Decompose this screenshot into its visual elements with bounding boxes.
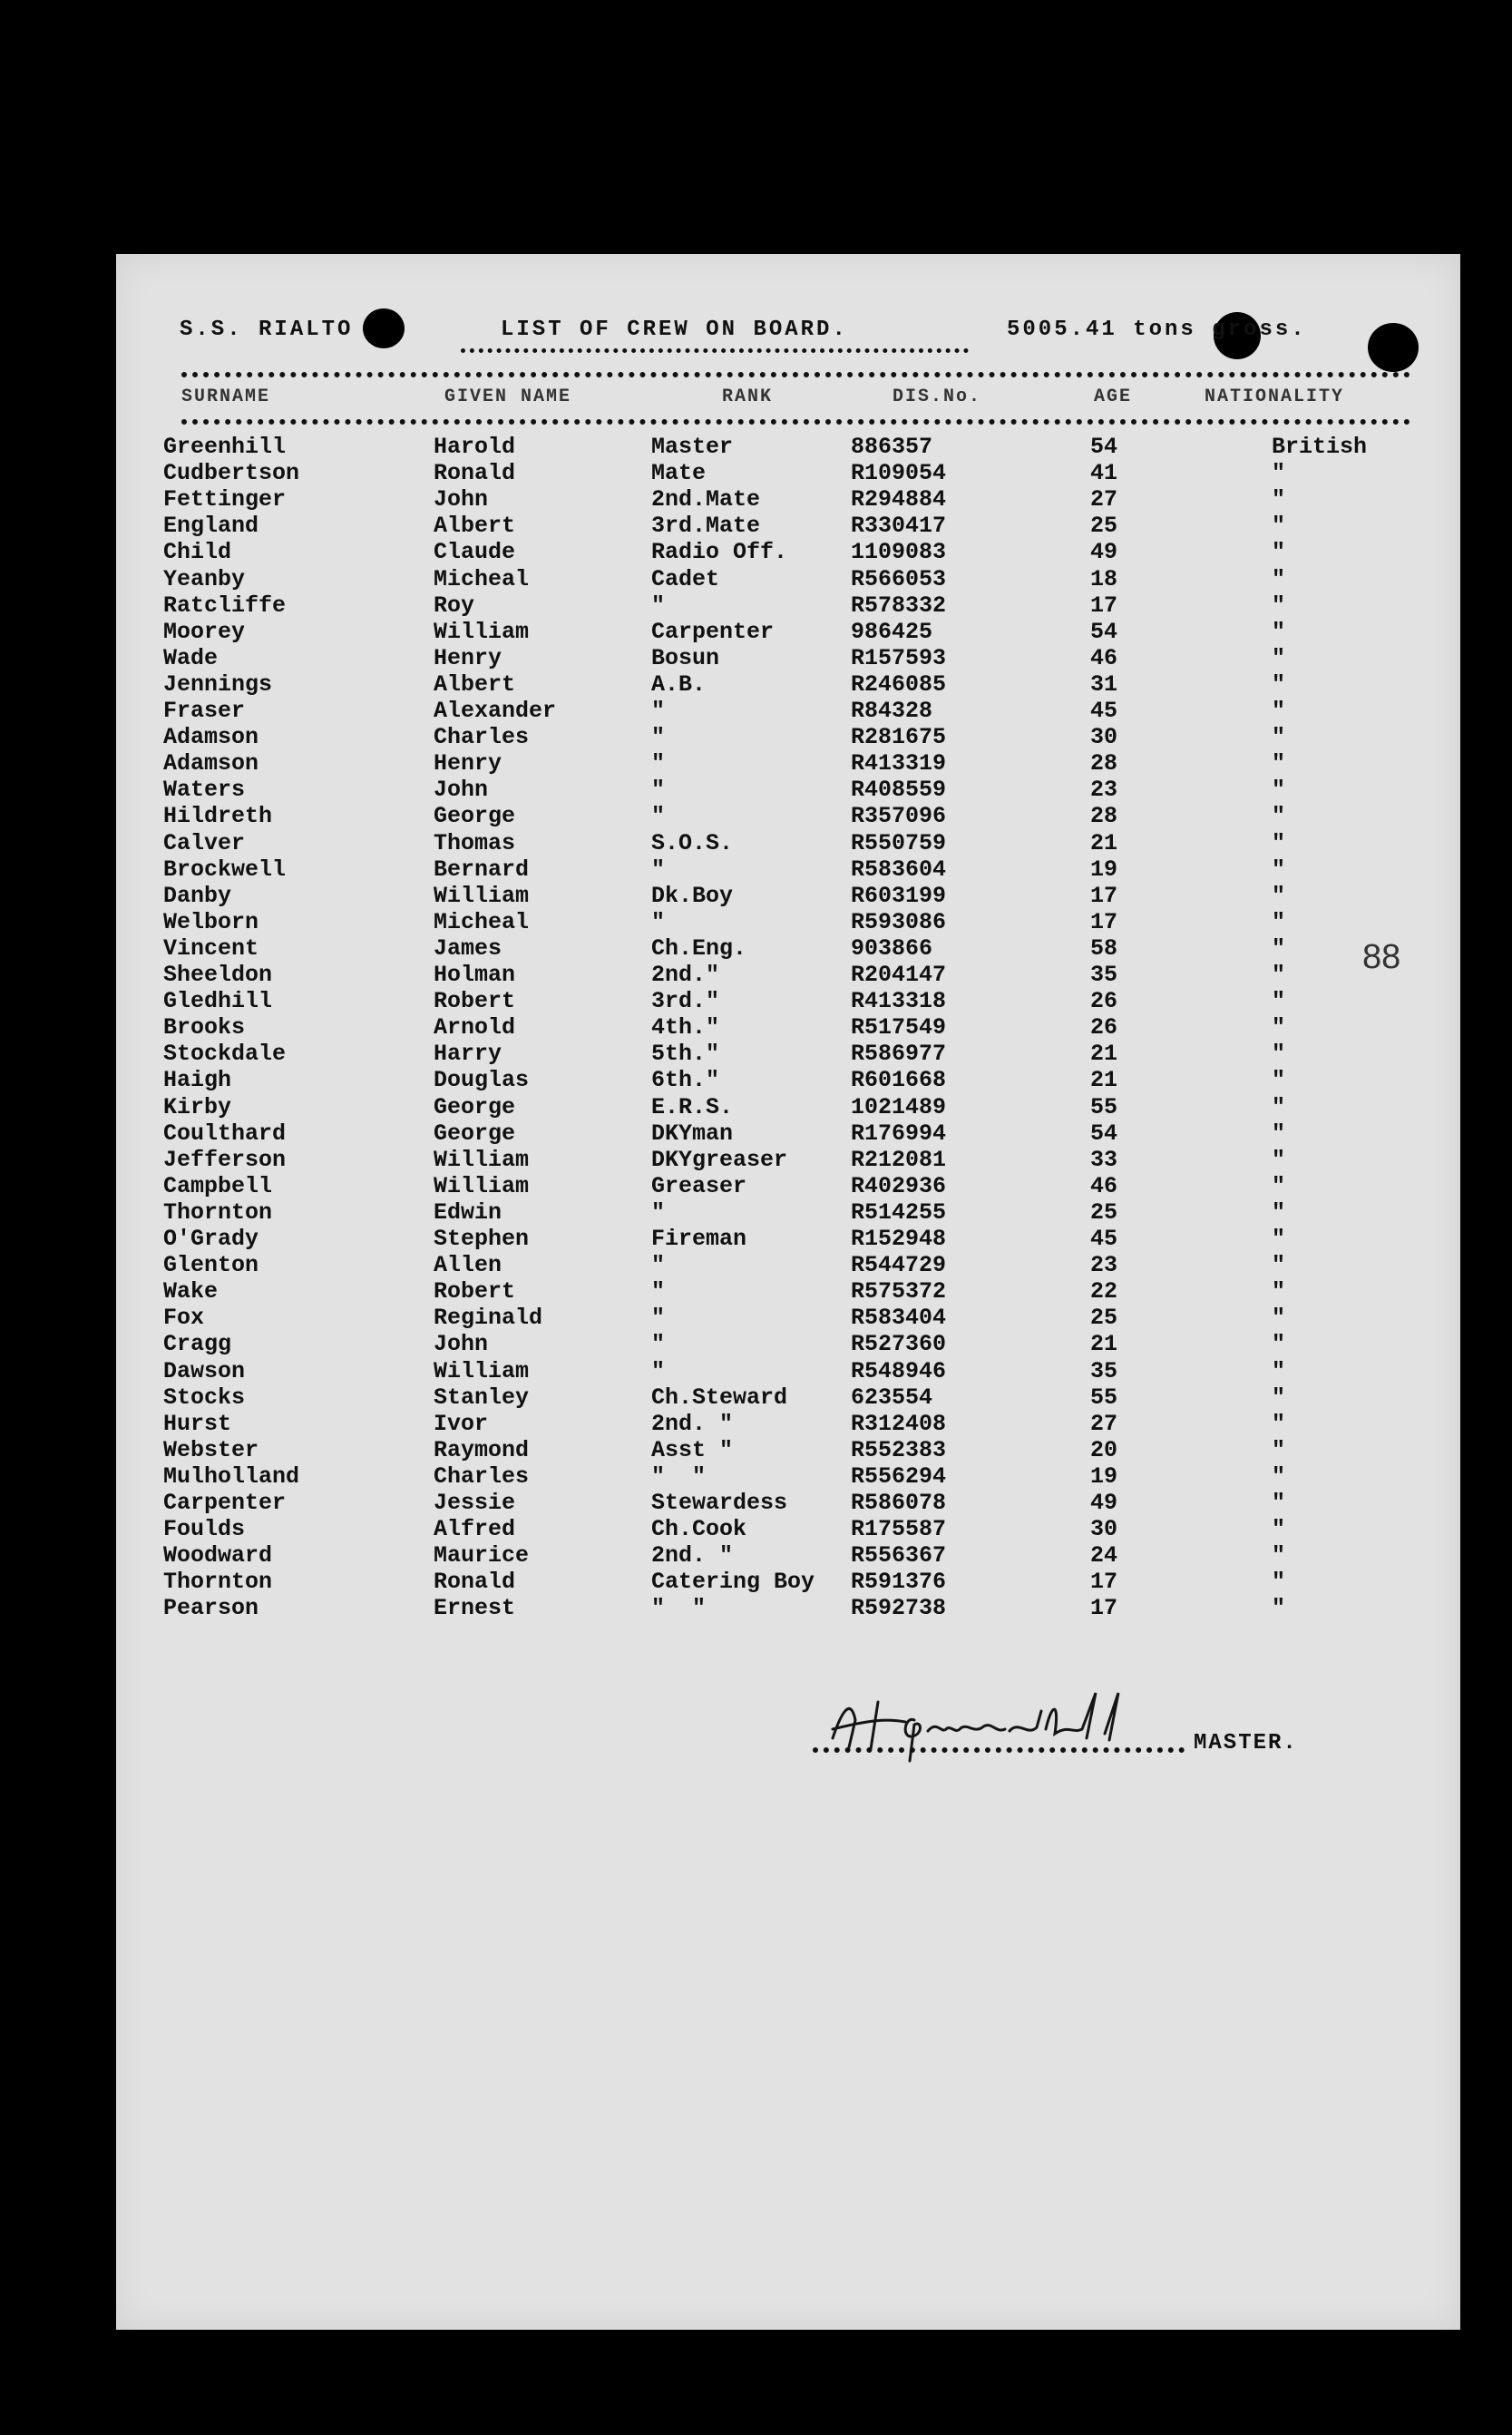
age-cell: 35 xyxy=(1090,962,1118,988)
nationality-cell: " xyxy=(1272,1172,1286,1199)
dis-no-cell: 1021489 xyxy=(851,1093,947,1120)
given-name-cell: Charles xyxy=(434,1462,530,1490)
surname-cell: Hildreth xyxy=(163,803,273,830)
dis-no-cell: R552383 xyxy=(851,1436,947,1463)
age-cell: 26 xyxy=(1090,988,1118,1015)
rank-cell: A.B. xyxy=(651,670,707,698)
dis-no-cell: R556367 xyxy=(851,1542,947,1570)
given-name-cell: Thomas xyxy=(434,829,516,856)
given-name-cell: Albert xyxy=(434,670,516,698)
surname-cell: Mulholland xyxy=(163,1462,300,1490)
surname-cell: Fettinger xyxy=(163,486,287,513)
dis-no-cell: R550759 xyxy=(851,829,947,856)
nationality-cell: " xyxy=(1272,908,1286,935)
rank-cell: 6th." xyxy=(651,1067,720,1094)
title-underline xyxy=(461,348,969,353)
given-name-cell: George xyxy=(434,1093,516,1120)
rank-cell: " xyxy=(651,1305,666,1332)
given-name-cell: George xyxy=(434,803,516,830)
surname-cell: O'Grady xyxy=(163,1226,259,1252)
surname-cell: Wade xyxy=(163,644,219,671)
nationality-cell: " xyxy=(1272,988,1286,1015)
dis-no-cell: R84328 xyxy=(851,698,933,724)
nationality-cell: " xyxy=(1272,1331,1286,1358)
nationality-cell: " xyxy=(1272,644,1286,671)
rank-cell: " xyxy=(651,803,666,830)
given-name-cell: Raymond xyxy=(434,1436,530,1463)
age-cell: 21 xyxy=(1090,1067,1118,1094)
nationality-cell: " xyxy=(1272,1542,1286,1570)
rank-cell: Ch.Cook xyxy=(651,1516,747,1543)
nationality-cell: " xyxy=(1272,1384,1286,1411)
given-name-cell: Bernard xyxy=(434,856,530,883)
nationality-cell: " xyxy=(1272,934,1286,962)
nationality-cell: " xyxy=(1272,1516,1286,1543)
rank-cell: Radio Off. xyxy=(651,539,788,566)
rank-cell: S.O.S. xyxy=(651,829,734,856)
rank-cell: " xyxy=(651,777,666,804)
nationality-cell: " xyxy=(1272,1305,1286,1332)
surname-cell: Campbell xyxy=(163,1172,273,1199)
rank-cell: 2nd.Mate xyxy=(651,486,761,513)
document-title: LIST OF CREW ON BOARD. xyxy=(501,318,848,342)
age-cell: 23 xyxy=(1090,777,1118,804)
nationality-cell: " xyxy=(1272,460,1286,487)
rank-cell: " xyxy=(651,698,666,724)
dis-no-cell: R548946 xyxy=(851,1357,947,1384)
dis-no-cell: 1109083 xyxy=(851,539,947,566)
dis-no-cell: R575372 xyxy=(851,1278,947,1306)
tonnage: 5005.41 tons gross. xyxy=(1007,318,1307,342)
surname-cell: Stocks xyxy=(163,1384,246,1411)
col-rank: RANK xyxy=(722,386,774,407)
age-cell: 22 xyxy=(1090,1278,1118,1306)
age-cell: 54 xyxy=(1090,434,1118,460)
dis-no-cell: R152948 xyxy=(851,1226,947,1252)
nationality-cell: " xyxy=(1272,539,1286,566)
surname-cell: Wake xyxy=(163,1278,219,1306)
signature-line xyxy=(813,1747,1185,1753)
dis-no-cell: R212081 xyxy=(851,1146,947,1173)
given-name-cell: Holman xyxy=(434,962,516,988)
handwritten-signature xyxy=(815,1684,1168,1765)
nationality-cell: " xyxy=(1272,1462,1286,1490)
age-cell: 55 xyxy=(1090,1384,1118,1411)
age-cell: 25 xyxy=(1090,1198,1118,1226)
surname-cell: Cudbertson xyxy=(163,460,300,487)
age-cell: 17 xyxy=(1090,592,1118,619)
nationality-cell: " xyxy=(1272,1252,1286,1279)
dis-no-cell: R586977 xyxy=(851,1041,947,1068)
rank-cell: Cadet xyxy=(651,565,720,592)
age-cell: 23 xyxy=(1090,1252,1118,1279)
age-cell: 28 xyxy=(1090,803,1118,830)
dis-no-cell: R591376 xyxy=(851,1569,947,1596)
dis-no-cell: R294884 xyxy=(851,486,947,513)
dis-no-cell: R176994 xyxy=(851,1120,947,1147)
dis-no-cell: R583604 xyxy=(851,856,947,883)
rank-cell: " " xyxy=(651,1462,707,1490)
nationality-cell: " xyxy=(1272,856,1286,883)
dis-no-cell: R204147 xyxy=(851,962,947,988)
given-name-cell: George xyxy=(434,1120,516,1147)
age-cell: 41 xyxy=(1090,460,1118,487)
col-given-name: GIVEN NAME xyxy=(444,386,572,407)
rank-cell: 2nd. " xyxy=(651,1542,734,1570)
age-cell: 49 xyxy=(1090,1490,1118,1516)
dis-no-cell: R109054 xyxy=(851,460,947,487)
given-name-cell: Alfred xyxy=(434,1516,516,1543)
surname-cell: Danby xyxy=(163,882,232,909)
age-cell: 30 xyxy=(1090,1516,1118,1543)
age-cell: 26 xyxy=(1090,1014,1118,1041)
divider-header xyxy=(181,419,1410,425)
dis-no-cell: 903866 xyxy=(851,934,933,962)
surname-cell: Haigh xyxy=(163,1067,232,1094)
rank-cell: Ch.Eng. xyxy=(651,934,747,962)
nationality-cell: " xyxy=(1272,829,1286,856)
surname-cell: Coulthard xyxy=(163,1120,287,1147)
age-cell: 21 xyxy=(1090,1041,1118,1068)
rank-cell: " xyxy=(651,750,666,777)
age-cell: 46 xyxy=(1090,1172,1118,1199)
given-name-cell: Robert xyxy=(434,988,516,1015)
dis-no-cell: 986425 xyxy=(851,618,933,645)
surname-cell: Webster xyxy=(163,1436,259,1463)
surname-cell: Brooks xyxy=(163,1014,246,1041)
given-name-cell: Micheal xyxy=(434,908,530,935)
given-name-cell: Reginald xyxy=(434,1305,543,1332)
surname-cell: Welborn xyxy=(163,908,259,935)
surname-cell: Brockwell xyxy=(163,856,287,883)
given-name-cell: Ivor xyxy=(434,1410,489,1437)
nationality-cell: " xyxy=(1272,1014,1286,1041)
given-name-cell: Allen xyxy=(434,1252,502,1279)
nationality-cell: " xyxy=(1272,962,1286,988)
given-name-cell: Henry xyxy=(434,644,502,671)
nationality-cell: " xyxy=(1272,565,1286,592)
rank-cell: " xyxy=(651,908,666,935)
rank-cell: Ch.Steward xyxy=(651,1384,788,1411)
nationality-cell: " xyxy=(1272,1410,1286,1437)
dis-no-cell: R601668 xyxy=(851,1067,947,1094)
dis-no-cell: R593086 xyxy=(851,908,947,935)
dis-no-cell: R603199 xyxy=(851,882,947,909)
given-name-cell: Harry xyxy=(434,1041,502,1068)
nationality-cell: " xyxy=(1272,1120,1286,1147)
given-name-cell: Harold xyxy=(434,434,516,460)
age-cell: 25 xyxy=(1090,1305,1118,1332)
surname-cell: Waters xyxy=(163,777,246,804)
nationality-cell: " xyxy=(1272,486,1286,513)
rank-cell: 2nd." xyxy=(651,962,720,988)
age-cell: 28 xyxy=(1090,750,1118,777)
dis-no-cell: R586078 xyxy=(851,1490,947,1516)
rank-cell: 5th." xyxy=(651,1041,720,1068)
given-name-cell: James xyxy=(434,934,502,962)
rank-cell: " xyxy=(651,1278,666,1306)
rank-cell: DKYman xyxy=(651,1120,734,1147)
dis-no-cell: R281675 xyxy=(851,724,947,751)
age-cell: 17 xyxy=(1090,908,1118,935)
dis-no-cell: R357096 xyxy=(851,803,947,830)
rank-cell: " xyxy=(651,724,666,751)
nationality-cell: " xyxy=(1272,1357,1286,1384)
surname-cell: Yeanby xyxy=(163,565,246,592)
given-name-cell: Alexander xyxy=(434,698,557,724)
rank-cell: " " xyxy=(651,1595,707,1622)
age-cell: 58 xyxy=(1090,934,1118,962)
nationality-cell: " xyxy=(1272,670,1286,698)
signature-role: MASTER. xyxy=(1194,1731,1298,1755)
surname-cell: Thornton xyxy=(163,1569,273,1596)
nationality-cell: " xyxy=(1272,882,1286,909)
given-name-cell: William xyxy=(434,618,530,645)
nationality-cell: " xyxy=(1272,1146,1286,1173)
rank-cell: Mate xyxy=(651,460,707,487)
rank-cell: " xyxy=(651,1331,666,1358)
rank-cell: Asst " xyxy=(651,1436,734,1463)
surname-cell: Gledhill xyxy=(163,988,273,1015)
age-cell: 17 xyxy=(1090,1569,1118,1596)
age-cell: 21 xyxy=(1090,829,1118,856)
surname-cell: Cragg xyxy=(163,1331,232,1358)
dis-no-cell: 886357 xyxy=(851,434,933,460)
surname-cell: Thornton xyxy=(163,1198,273,1226)
nationality-cell: " xyxy=(1272,1278,1286,1306)
surname-cell: Jefferson xyxy=(163,1146,287,1173)
rank-cell: E.R.S. xyxy=(651,1093,734,1120)
surname-cell: Adamson xyxy=(163,750,259,777)
dis-no-cell: R330417 xyxy=(851,513,947,540)
surname-cell: Fraser xyxy=(163,698,246,724)
given-name-cell: Jessie xyxy=(434,1490,516,1516)
given-name-cell: Robert xyxy=(434,1278,516,1306)
surname-cell: Calver xyxy=(163,829,246,856)
given-name-cell: Stanley xyxy=(434,1384,530,1411)
nationality-cell: " xyxy=(1272,803,1286,830)
dis-no-cell: R157593 xyxy=(851,644,947,671)
age-cell: 46 xyxy=(1090,644,1118,671)
surname-cell: Vincent xyxy=(163,934,259,962)
surname-cell: Sheeldon xyxy=(163,962,273,988)
surname-cell: Glenton xyxy=(163,1252,259,1279)
given-name-cell: Stephen xyxy=(434,1226,530,1252)
age-cell: 35 xyxy=(1090,1357,1118,1384)
document-page xyxy=(116,254,1460,2330)
surname-cell: Moorey xyxy=(163,618,246,645)
nationality-cell: " xyxy=(1272,1198,1286,1226)
dis-no-cell: R578332 xyxy=(851,592,947,619)
rank-cell: " xyxy=(651,592,666,619)
age-cell: 17 xyxy=(1090,1595,1118,1622)
rank-cell: 4th." xyxy=(651,1014,720,1041)
ship-name: S.S. RIALTO xyxy=(180,318,354,342)
rank-cell: Stewardess xyxy=(651,1490,788,1516)
surname-cell: Ratcliffe xyxy=(163,592,287,619)
nationality-cell: " xyxy=(1272,513,1286,540)
page-number: 88 xyxy=(1362,938,1401,976)
col-age: AGE xyxy=(1094,386,1133,407)
age-cell: 24 xyxy=(1090,1542,1118,1570)
dis-no-cell: R408559 xyxy=(851,777,947,804)
given-name-cell: Arnold xyxy=(434,1014,516,1041)
rank-cell: " xyxy=(651,856,666,883)
dis-no-cell: R592738 xyxy=(851,1595,947,1622)
age-cell: 27 xyxy=(1090,486,1118,513)
age-cell: 30 xyxy=(1090,724,1118,751)
dis-no-cell: 623554 xyxy=(851,1384,933,1411)
given-name-cell: William xyxy=(434,1357,530,1384)
given-name-cell: John xyxy=(434,1331,489,1358)
given-name-cell: Maurice xyxy=(434,1542,530,1570)
given-name-cell: Henry xyxy=(434,750,502,777)
nationality-cell: " xyxy=(1272,1226,1286,1252)
age-cell: 19 xyxy=(1090,1462,1118,1490)
nationality-cell: " xyxy=(1272,1041,1286,1068)
rank-cell: Master xyxy=(651,434,734,460)
given-name-cell: Albert xyxy=(434,513,516,540)
age-cell: 54 xyxy=(1090,618,1118,645)
age-cell: 17 xyxy=(1090,882,1118,909)
col-surname: SURNAME xyxy=(181,386,271,407)
nationality-cell: " xyxy=(1272,1569,1286,1596)
nationality-cell: " xyxy=(1272,1436,1286,1463)
age-cell: 55 xyxy=(1090,1093,1118,1120)
rank-cell: " xyxy=(651,1198,666,1226)
surname-cell: Dawson xyxy=(163,1357,246,1384)
nationality-cell: " xyxy=(1272,698,1286,724)
given-name-cell: Ernest xyxy=(434,1595,516,1622)
surname-cell: Stockdale xyxy=(163,1041,287,1068)
surname-cell: Carpenter xyxy=(163,1490,287,1516)
dis-no-cell: R514255 xyxy=(851,1198,947,1226)
divider-top xyxy=(181,372,1410,377)
nationality-cell: " xyxy=(1272,1595,1286,1622)
given-name-cell: William xyxy=(434,1146,530,1173)
surname-cell: England xyxy=(163,513,259,540)
age-cell: 45 xyxy=(1090,698,1118,724)
age-cell: 49 xyxy=(1090,539,1118,566)
surname-cell: Pearson xyxy=(163,1595,259,1622)
dis-no-cell: R556294 xyxy=(851,1462,947,1490)
dis-no-cell: R583404 xyxy=(851,1305,947,1332)
surname-cell: Hurst xyxy=(163,1410,232,1437)
age-cell: 27 xyxy=(1090,1410,1118,1437)
rank-cell: Carpenter xyxy=(651,618,775,645)
nationality-cell: " xyxy=(1272,618,1286,645)
surname-cell: Adamson xyxy=(163,724,259,751)
punch-hole xyxy=(363,308,405,348)
age-cell: 54 xyxy=(1090,1120,1118,1147)
age-cell: 33 xyxy=(1090,1146,1118,1173)
dis-no-cell: R527360 xyxy=(851,1331,947,1358)
given-name-cell: Roy xyxy=(434,592,475,619)
given-name-cell: William xyxy=(434,882,530,909)
surname-cell: Woodward xyxy=(163,1542,273,1570)
surname-cell: Fox xyxy=(163,1305,205,1332)
given-name-cell: Charles xyxy=(434,724,530,751)
age-cell: 18 xyxy=(1090,565,1118,592)
rank-cell: 2nd. " xyxy=(651,1410,734,1437)
given-name-cell: Edwin xyxy=(434,1198,502,1226)
surname-cell: Jennings xyxy=(163,670,273,698)
age-cell: 45 xyxy=(1090,1226,1118,1252)
surname-cell: Greenhill xyxy=(163,434,287,460)
nationality-cell: " xyxy=(1272,1093,1286,1120)
given-name-cell: John xyxy=(434,486,489,513)
dis-no-cell: R413318 xyxy=(851,988,947,1015)
surname-cell: Foulds xyxy=(163,1516,246,1543)
nationality-cell: " xyxy=(1272,1490,1286,1516)
surname-cell: Kirby xyxy=(163,1093,232,1120)
rank-cell: Catering Boy xyxy=(651,1569,815,1596)
rank-cell: Dk.Boy xyxy=(651,882,734,909)
age-cell: 19 xyxy=(1090,856,1118,883)
age-cell: 21 xyxy=(1090,1331,1118,1358)
nationality-cell: " xyxy=(1272,1067,1286,1094)
surname-cell: Child xyxy=(163,539,232,566)
rank-cell: " xyxy=(651,1252,666,1279)
nationality-cell: " xyxy=(1272,777,1286,804)
nationality-cell: " xyxy=(1272,724,1286,751)
dis-no-cell: R413319 xyxy=(851,750,947,777)
dis-no-cell: R566053 xyxy=(851,565,947,592)
col-nationality: NATIONALITY xyxy=(1205,386,1345,407)
nationality-cell: " xyxy=(1272,592,1286,619)
rank-cell: " xyxy=(651,1357,666,1384)
age-cell: 25 xyxy=(1090,513,1118,540)
rank-cell: Greaser xyxy=(651,1172,747,1199)
age-cell: 20 xyxy=(1090,1436,1118,1463)
rank-cell: 3rd.Mate xyxy=(651,513,761,540)
rank-cell: DKYgreaser xyxy=(651,1146,788,1173)
rank-cell: Bosun xyxy=(651,644,720,671)
given-name-cell: Micheal xyxy=(434,565,530,592)
punch-hole xyxy=(1368,323,1419,372)
dis-no-cell: R312408 xyxy=(851,1410,947,1437)
given-name-cell: William xyxy=(434,1172,530,1199)
dis-no-cell: R175587 xyxy=(851,1516,947,1543)
rank-cell: 3rd." xyxy=(651,988,720,1015)
given-name-cell: Douglas xyxy=(434,1067,530,1094)
given-name-cell: Claude xyxy=(434,539,516,566)
given-name-cell: Ronald xyxy=(434,1569,516,1596)
nationality-cell: " xyxy=(1272,750,1286,777)
age-cell: 31 xyxy=(1090,670,1118,698)
dis-no-cell: R544729 xyxy=(851,1252,947,1279)
dis-no-cell: R517549 xyxy=(851,1014,947,1041)
given-name-cell: John xyxy=(434,777,489,804)
rank-cell: Fireman xyxy=(651,1226,747,1252)
dis-no-cell: R246085 xyxy=(851,670,947,698)
col-dis-no: DIS.No. xyxy=(893,386,982,407)
nationality-cell: British xyxy=(1272,434,1368,460)
given-name-cell: Ronald xyxy=(434,460,516,487)
dis-no-cell: R402936 xyxy=(851,1172,947,1199)
